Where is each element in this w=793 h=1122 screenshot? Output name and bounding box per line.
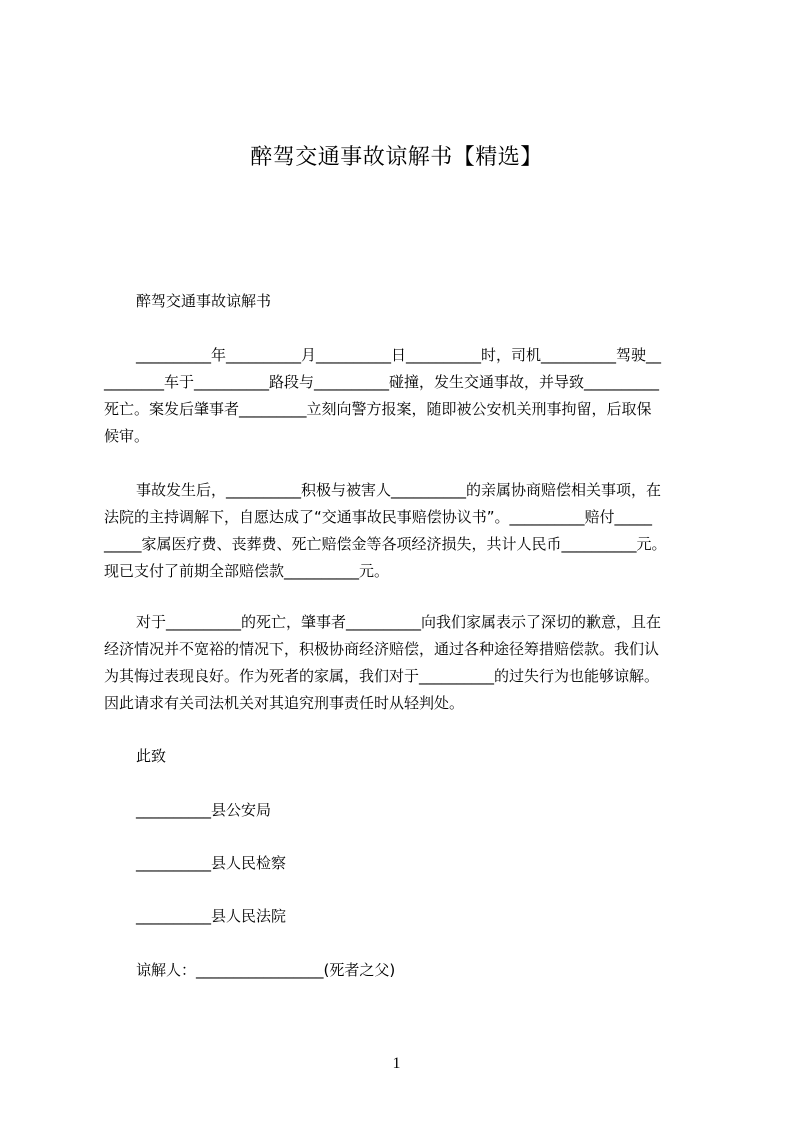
paragraph-forgiveness-line-4: 因此请求有关司法机关对其追究刑事责任时从轻判处。 — [104, 694, 465, 712]
paragraph-incident-line-2: ________车于__________路段与__________碰撞，发生交通事故，并导致__________ — [104, 373, 660, 391]
page-number: 1 — [392, 1055, 401, 1072]
document-subtitle: 醉驾交通事故谅解书 — [136, 292, 272, 310]
recipient-court: __________县人民法院 — [136, 907, 287, 925]
paragraph-forgiveness-line-1: 对于__________的死亡，肇事者__________向我们家属表示了深切的歉意，且在 — [136, 613, 662, 631]
paragraph-incident-line-1: __________年__________月__________日__________时，司机__________驾驶__ — [136, 346, 662, 364]
salutation: 此致 — [136, 747, 167, 765]
paragraph-compensation-line-1: 事故发生后，__________积极与被害人__________的亲属协商赔偿相关事项，在 — [136, 481, 662, 499]
paragraph-compensation-line-4: 现已支付了前期全部赔偿款__________元。 — [104, 562, 390, 580]
recipient-procuratorate: __________县人民检察 — [136, 854, 287, 872]
paragraph-forgiveness-line-3: 为其悔过表现良好。作为死者的家属，我们对于__________的过失行为也能够谅解。 — [104, 667, 660, 685]
paragraph-forgiveness-line-2: 经济情况并不宽裕的情况下，积极协商经济赔偿，通过各种途径筹措赔偿款。我们认 — [104, 640, 660, 658]
recipient-police: __________县公安局 — [136, 801, 272, 819]
document-title: 醉驾交通事故谅解书【精选】 — [250, 145, 543, 170]
paragraph-incident-line-3: 死亡。案发后肇事者_________立刻向警方报案，随即被公安机关刑事拘留，后取保 — [104, 400, 652, 418]
paragraph-compensation-line-3: _____家属医疗费、丧葬费、死亡赔偿金等各项经济损失，共计人民币__________元。 — [104, 535, 667, 553]
paragraph-compensation-line-2: 法院的主持调解下，自愿达成了“交通事故民事赔偿协议书”。__________赔付_____ — [104, 508, 653, 526]
paragraph-incident-line-4: 候审。 — [104, 427, 150, 445]
signature-line: 谅解人：_________________(死者之父) — [136, 961, 396, 979]
